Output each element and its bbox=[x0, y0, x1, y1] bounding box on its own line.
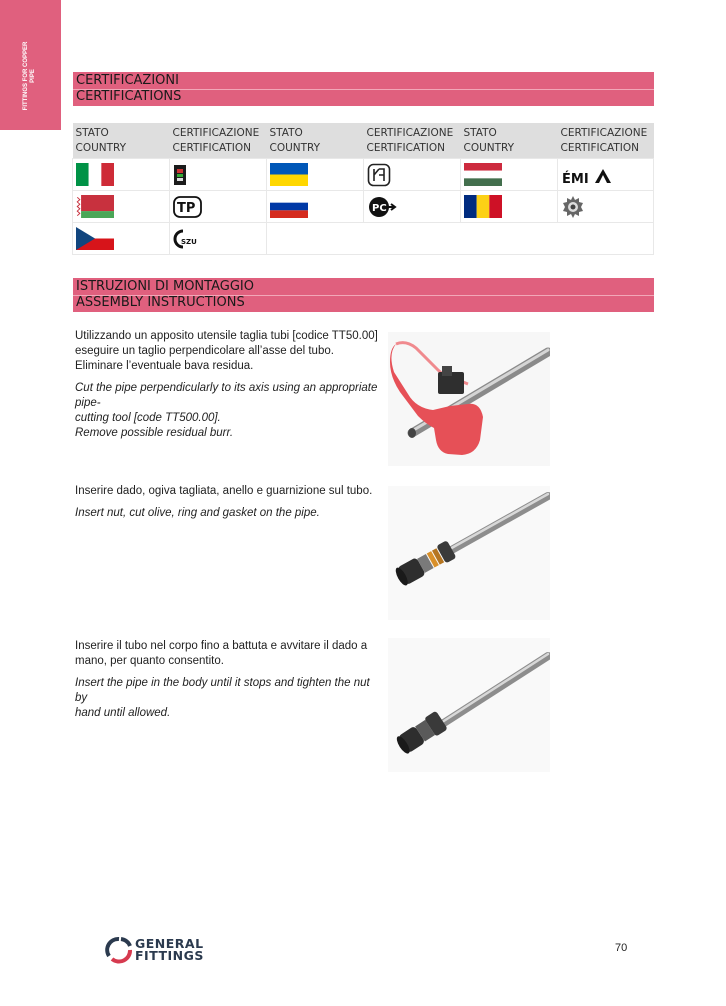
certification-cell bbox=[170, 159, 267, 191]
brand-line-1: GENERAL bbox=[135, 936, 204, 951]
header-country: STATO COUNTRY bbox=[267, 123, 364, 159]
general-fittings-logo-icon bbox=[105, 936, 133, 964]
certification-cell bbox=[170, 223, 267, 255]
italy-flag-icon bbox=[76, 163, 114, 186]
assembly-header bbox=[73, 278, 654, 312]
hungary-flag-icon bbox=[464, 163, 502, 186]
table-header-row bbox=[73, 123, 654, 159]
step-2-it: Inserire dado, ogiva tagliata, anello e guarnizione sul tubo. bbox=[75, 485, 373, 497]
certification-cell bbox=[364, 191, 461, 223]
russia-flag-icon bbox=[270, 195, 308, 218]
general-fittings-logo bbox=[105, 934, 225, 968]
country-cell bbox=[461, 159, 558, 191]
country-cell bbox=[267, 191, 364, 223]
side-tab bbox=[0, 0, 61, 130]
certifications-title-en: CERTIFICATIONS bbox=[76, 89, 182, 104]
certification-cell bbox=[364, 159, 461, 191]
assembled-fitting-photo bbox=[388, 638, 550, 772]
country-cell bbox=[267, 159, 364, 191]
svg-text:TP: TP bbox=[177, 200, 196, 216]
belarus-flag-icon bbox=[76, 195, 114, 218]
header-certification: CERTIFICAZIONE CERTIFICATION bbox=[364, 123, 461, 159]
side-tab-label: FITTINGS FOR COPPER PIPE bbox=[23, 41, 36, 111]
country-cell bbox=[73, 191, 170, 223]
czech-flag-icon bbox=[76, 227, 114, 250]
imq-mark-icon bbox=[173, 164, 187, 186]
svg-text:ÉMI: ÉMI bbox=[562, 171, 589, 186]
certifications-header bbox=[73, 72, 654, 106]
step-1-text bbox=[75, 329, 385, 448]
header-country: STATO COUNTRY bbox=[73, 123, 170, 159]
ukraine-flag-icon bbox=[270, 163, 308, 186]
certifications-title-it: CERTIFICAZIONI bbox=[76, 73, 179, 88]
certification-cell bbox=[558, 191, 654, 223]
page-number: 70 bbox=[615, 942, 628, 954]
country-cell bbox=[73, 159, 170, 191]
emi-mark-icon bbox=[561, 164, 613, 186]
pipe-cutter-photo bbox=[388, 332, 550, 466]
svg-text:SZU: SZU bbox=[181, 237, 197, 246]
step-1-en: Cut the pipe perpendicularly to its axis using an appropriate pipe- cutting tool [code TT500.00]. Remove possible residual burr. bbox=[75, 382, 378, 439]
step-2-text bbox=[75, 484, 385, 528]
step-3-it: Inserire il tubo nel corpo fino a battuta e avvitare il dado a mano, per quanto consentito. bbox=[75, 640, 368, 667]
pct-mark-icon bbox=[367, 195, 397, 219]
szu-mark-icon bbox=[173, 228, 199, 250]
romanian-seal-icon bbox=[561, 195, 585, 219]
svg-text:PC: PC bbox=[372, 202, 387, 214]
step-3-text bbox=[75, 639, 385, 728]
step-3-en: Insert the pipe in the body until it stops and tighten the nut by hand until allowed. bbox=[75, 677, 370, 719]
country-cell bbox=[73, 223, 170, 255]
step-1-it: Utilizzando un apposito utensile taglia tubi [codice TT50.00] eseguire un taglio perpendicolare all’asse del tubo. Eliminare l’eventuale bava residua. bbox=[75, 330, 378, 372]
table-row bbox=[73, 223, 654, 255]
header-certification: CERTIFICAZIONE CERTIFICATION bbox=[170, 123, 267, 159]
step-2-en: Insert nut, cut olive, ring and gasket on the pipe. bbox=[75, 507, 320, 519]
assembly-title-en: ASSEMBLY INSTRUCTIONS bbox=[76, 295, 245, 310]
table-row bbox=[73, 159, 654, 191]
fitting-parts-photo bbox=[388, 486, 550, 620]
country-cell bbox=[461, 191, 558, 223]
header-certification: CERTIFICAZIONE CERTIFICATION bbox=[558, 123, 654, 159]
table-row bbox=[73, 191, 654, 223]
certification-cell bbox=[170, 191, 267, 223]
ua-mark-icon bbox=[367, 163, 391, 187]
header-country: STATO COUNTRY bbox=[461, 123, 558, 159]
certification-cell bbox=[558, 159, 654, 191]
assembly-title-it: ISTRUZIONI DI MONTAGGIO bbox=[76, 279, 254, 294]
romania-flag-icon bbox=[464, 195, 502, 218]
brand-line-2: FITTINGS bbox=[135, 948, 204, 963]
certification-table bbox=[72, 123, 654, 255]
tp-mark-icon bbox=[173, 195, 203, 219]
